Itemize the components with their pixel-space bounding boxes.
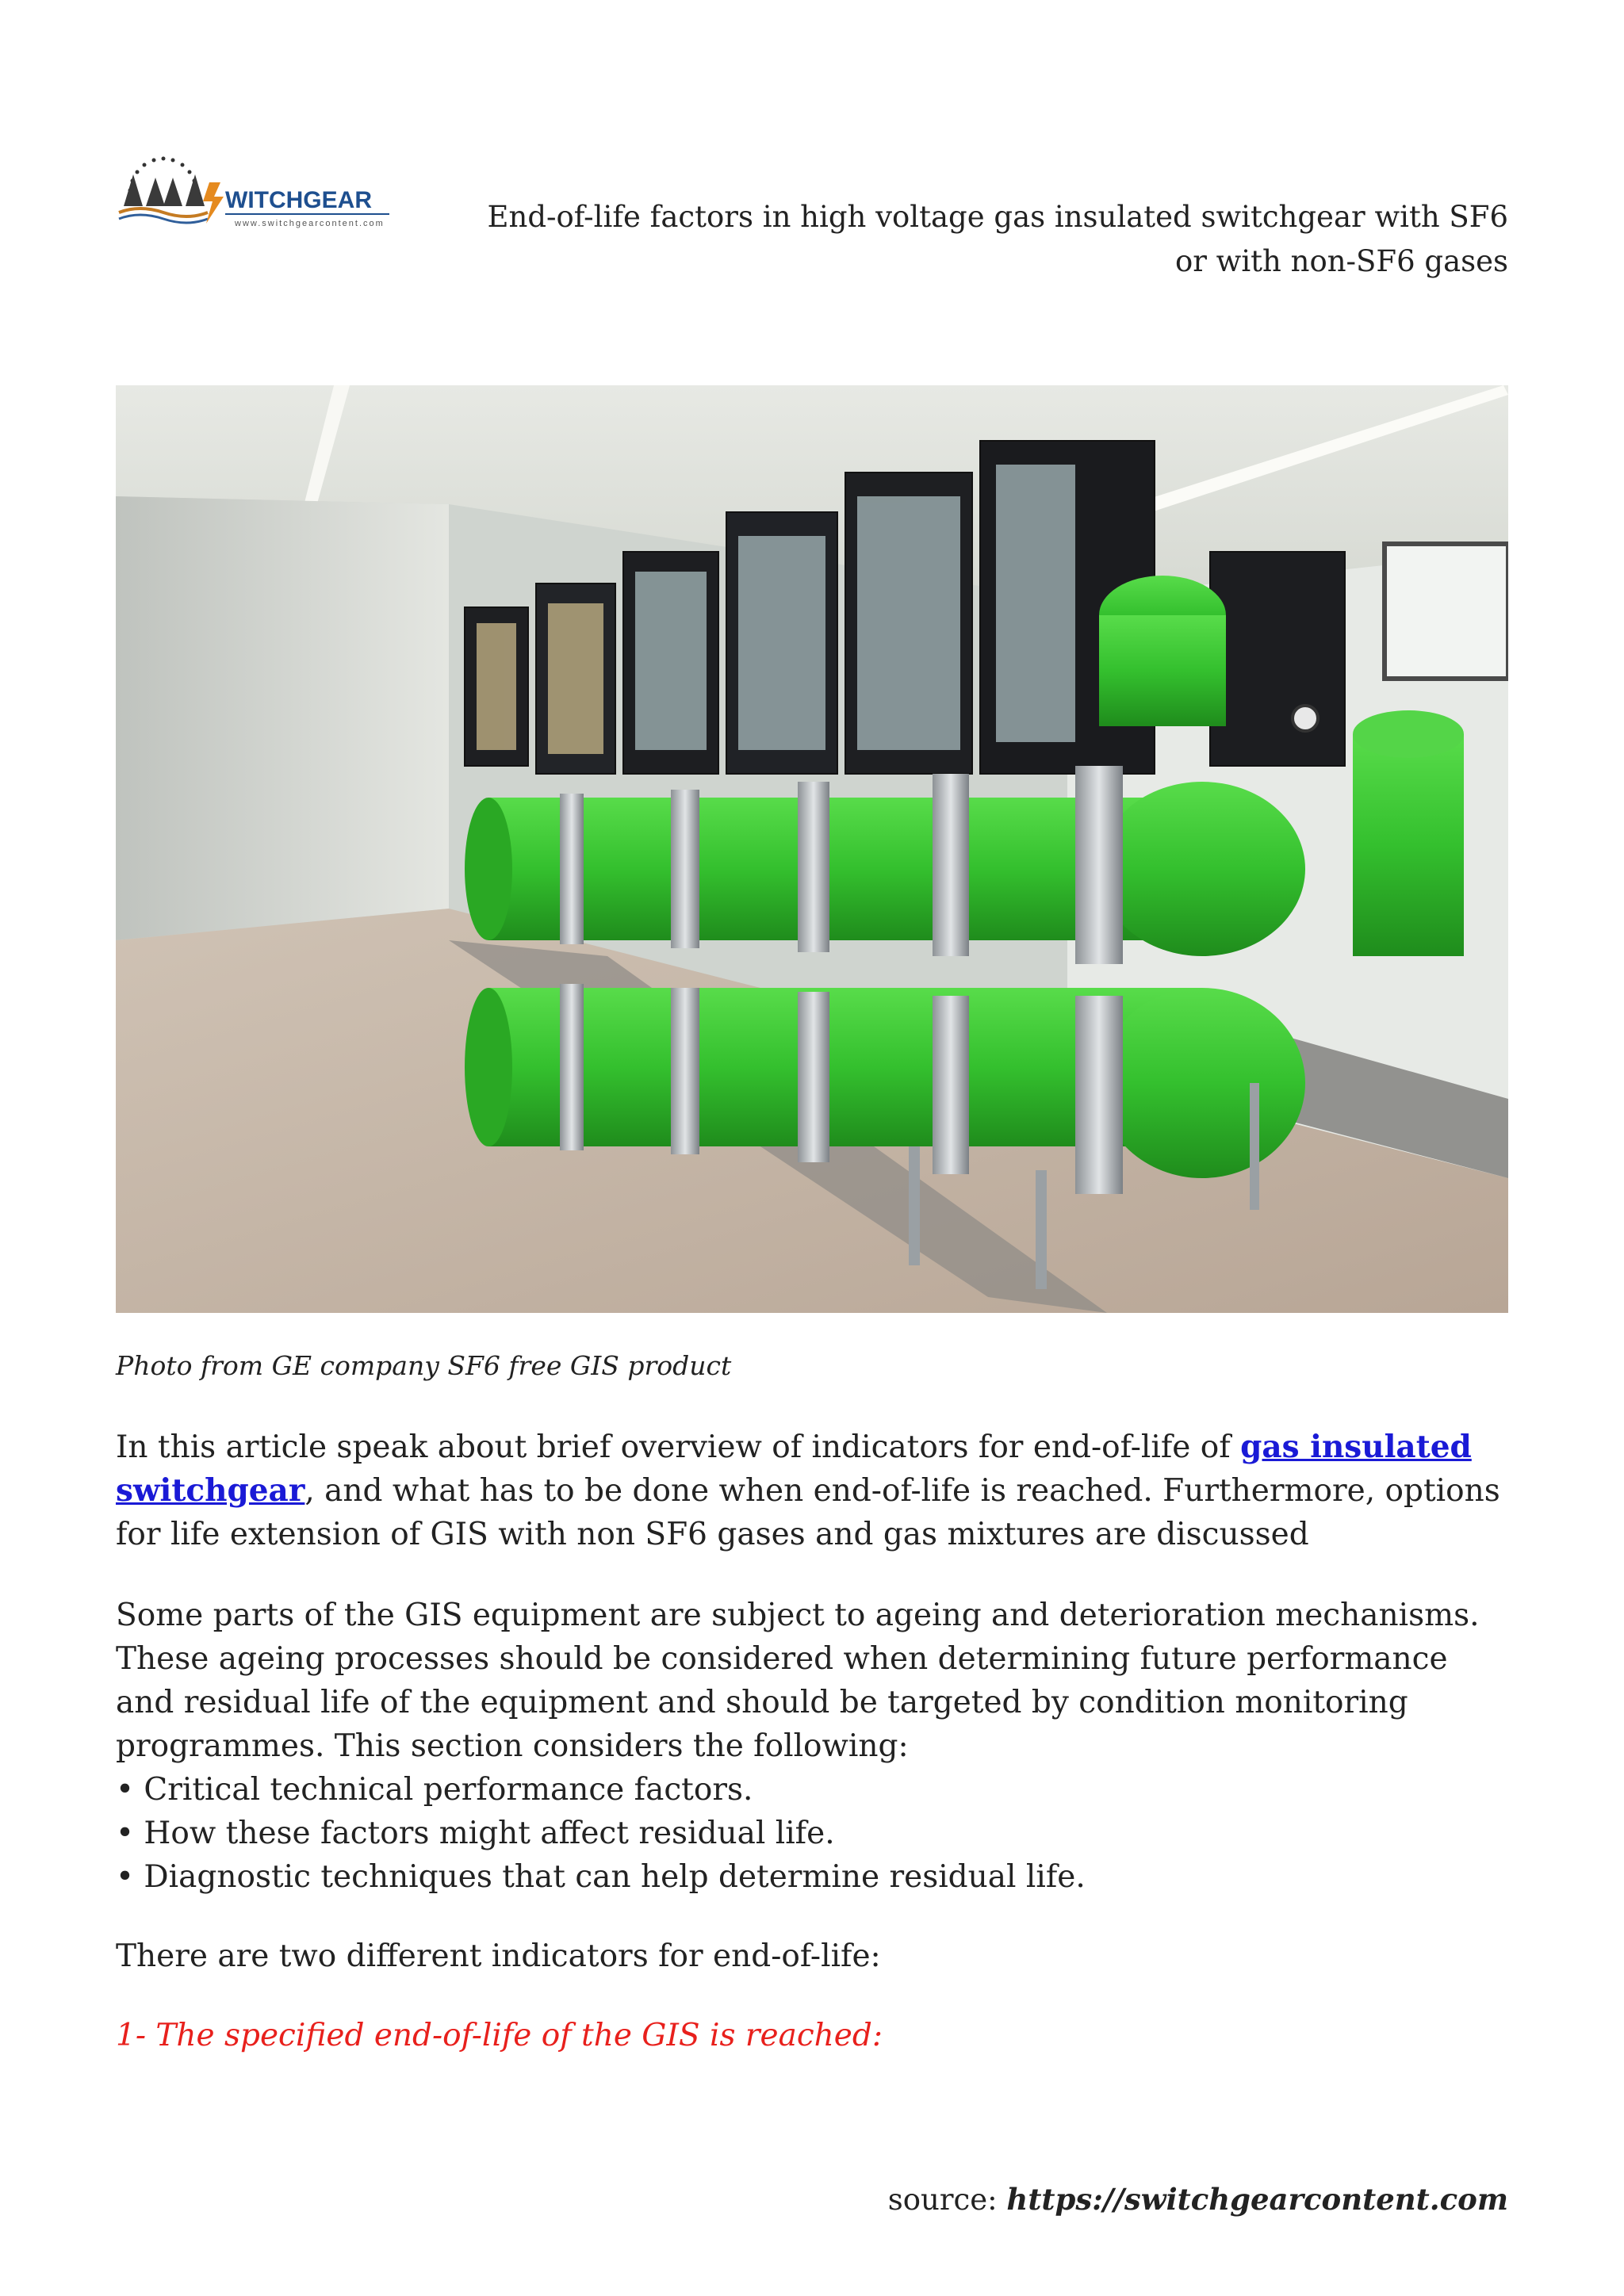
source-label: source:	[887, 2183, 1007, 2217]
bullet-item-2: • How these factors might affect residual life.	[116, 1816, 835, 1851]
ageing-paragraph	[116, 1594, 1511, 1899]
document-title	[444, 195, 1508, 284]
hero-photo	[116, 385, 1508, 1313]
indicators-paragraph: There are two different indicators for end-of-life:	[116, 1938, 881, 1974]
source-line	[888, 2182, 1508, 2217]
logo-subtext: www.switchgearcontent.com	[235, 219, 385, 228]
document-title-line-1: End-of-life factors in high voltage gas insulated switchgear with SF6	[487, 200, 1508, 234]
intro-text-after-link: , and what has to be done when end-of-life is reached. Furthermore, options for life extension of GIS with non SF6 gases and gas mixtures are discussed	[116, 1473, 1500, 1552]
logo-graphic	[116, 151, 393, 230]
logo-wordmark: WITCHGEAR	[225, 187, 372, 213]
gas-insulated-switchgear-link[interactable]: gas insulated switchgear	[116, 1429, 1472, 1509]
intro-paragraph	[116, 1425, 1511, 1556]
figure-caption: Photo from GE company SF6 free GIS product	[116, 1350, 732, 1381]
switchgear-illustration	[116, 385, 1508, 1313]
bullet-item-3: • Diagnostic techniques that can help determine residual life.	[116, 1859, 1086, 1895]
site-logo[interactable]	[116, 151, 393, 230]
source-url-link[interactable]: https://switchgearcontent.com	[1006, 2182, 1508, 2217]
document-title-line-2: or with non-SF6 gases	[1174, 244, 1508, 278]
section-heading-red: 1- The specified end-of-life of the GIS is reached:	[116, 2018, 883, 2053]
intro-text-before-link: In this article speak about brief overview of indicators for end-of-life of	[116, 1429, 1241, 1465]
bullet-item-1: • Critical technical performance factors.	[116, 1772, 753, 1808]
ageing-intro-text: Some parts of the GIS equipment are subject to ageing and deterioration mechanisms. These ageing processes should be considered when determining future performance and residual life of the equipment and should be targeted by condition monitoring programmes. This section considers the following:	[116, 1598, 1480, 1764]
